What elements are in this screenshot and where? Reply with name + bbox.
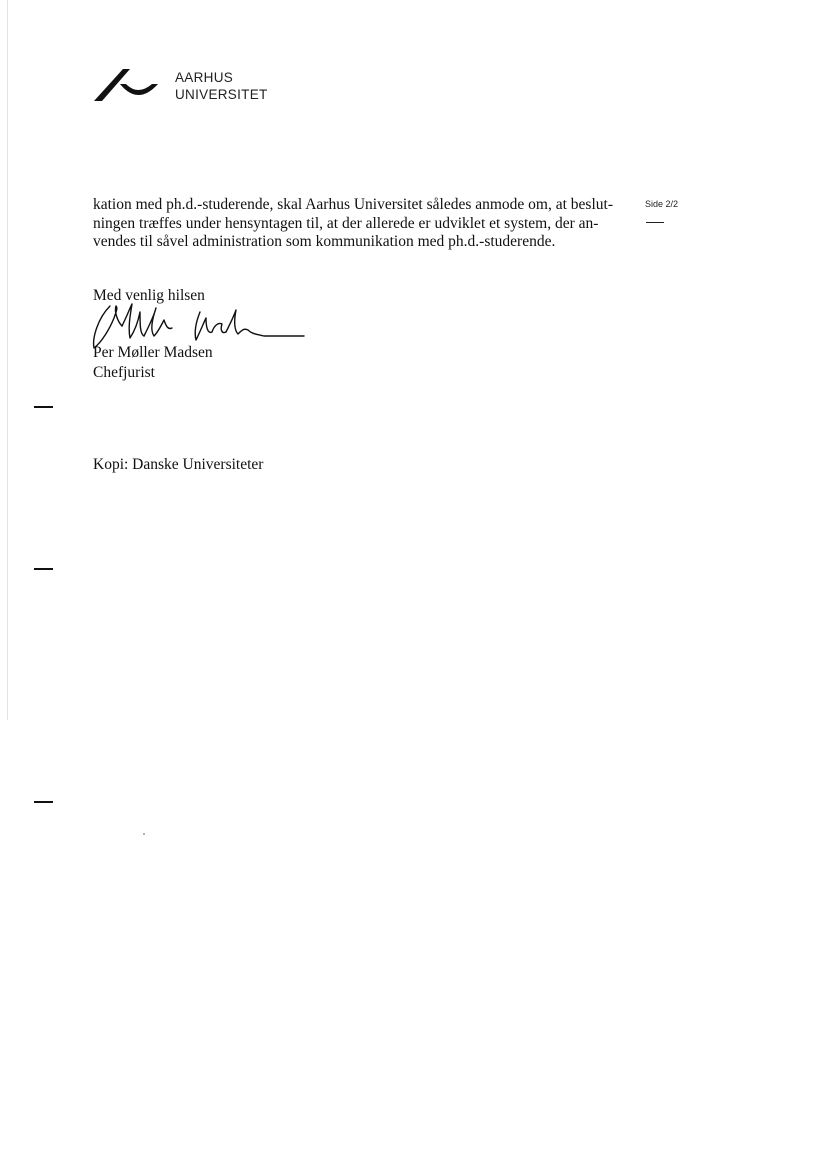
scan-speck (143, 833, 145, 835)
signatory-title: Chefjurist (93, 364, 155, 381)
letter-body-line: vendes til såvel administration som kommunikation med ph.d.-studerende. (93, 233, 556, 250)
university-name-line1: AARHUS (175, 70, 234, 85)
letter-body-line: ningen træffes under hensyntagen til, at der allerede er udviklet et system, der an- (93, 214, 599, 232)
page-indicator-rule (646, 222, 664, 223)
university-name-line2: UNIVERSITET (175, 87, 268, 102)
fold-mark (34, 801, 53, 803)
page-indicator: Side 2/2 (645, 199, 679, 209)
university-logo (94, 66, 274, 106)
signatory-name: Per Møller Madsen (93, 344, 213, 361)
letter-body-line: kation med ph.d.-studerende, skal Aarhus Universitet således anmode om, at beslut- (93, 196, 613, 213)
scan-edge (7, 0, 8, 720)
fold-mark (34, 568, 53, 570)
letter-body (93, 196, 633, 252)
university-logo-mark-icon (94, 66, 160, 104)
copy-recipient: Kopi: Danske Universiteter (93, 456, 264, 473)
closing-greeting: Med venlig hilsen (93, 287, 205, 304)
fold-mark (34, 406, 53, 408)
university-name (175, 69, 268, 103)
